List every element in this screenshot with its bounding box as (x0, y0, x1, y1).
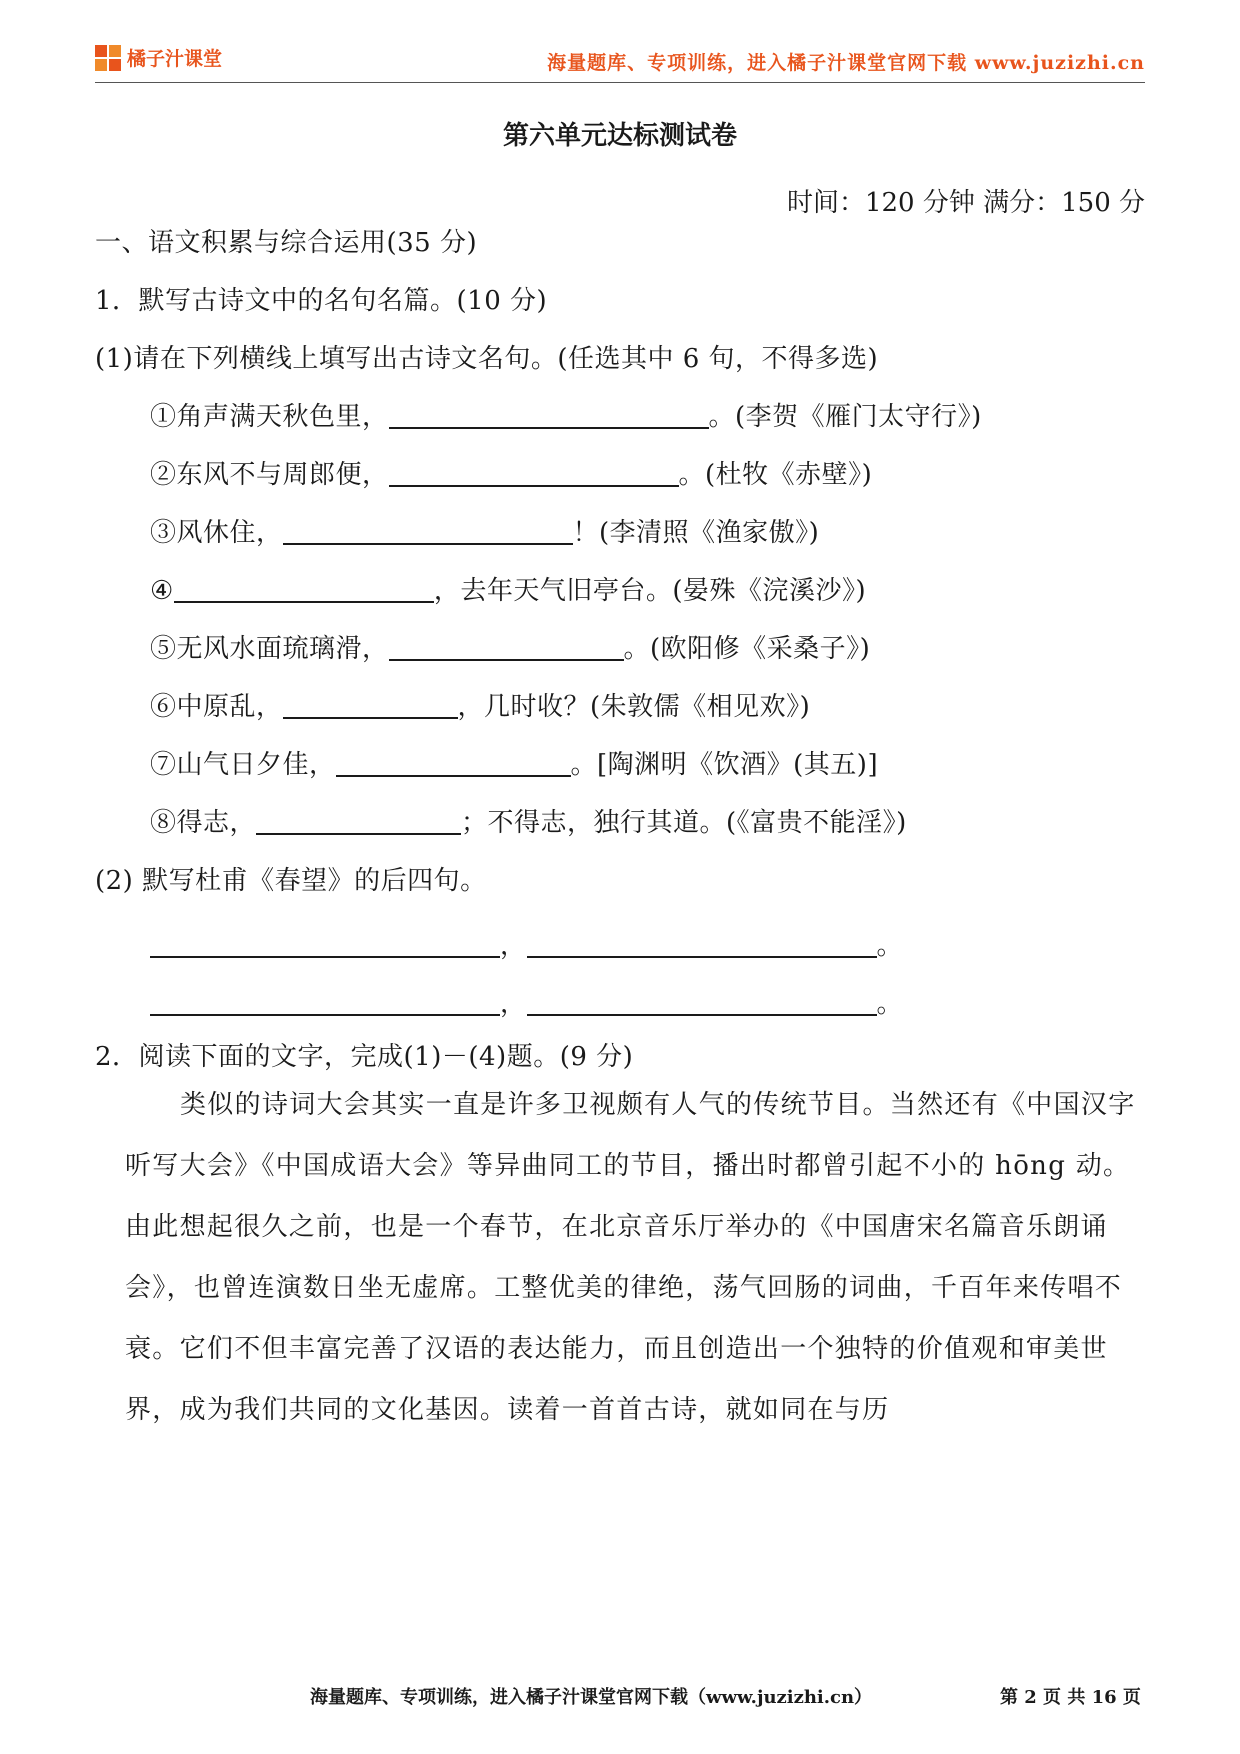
poem-item-prompt: ①角声满天秋色里， (150, 402, 389, 432)
page-header (95, 40, 1145, 83)
poem-item (150, 628, 870, 665)
answer-blank[interactable] (527, 930, 877, 958)
answer-blank[interactable] (389, 633, 624, 661)
reading-passage (125, 1075, 1155, 1441)
punctuation: ， (500, 931, 527, 961)
question-1-sub1: (1)请在下列横线上填写出古诗文名句。(任选其中 6 句，不得多选) (95, 344, 879, 374)
poem-item (150, 570, 866, 607)
poem-item-prompt: ⑥中原乱， (150, 692, 283, 722)
poem-item (150, 454, 872, 491)
poem-item (150, 686, 810, 723)
poem-item-source: 。(杜牧《赤壁》) (678, 460, 873, 490)
poem-item-source: 。(欧阳修《采桑子》) (623, 634, 871, 664)
poem-item (150, 512, 819, 549)
page-number: 第 2 页 共 16 页 (1000, 1687, 1141, 1708)
header-slogan: 海量题库、专项训练，进入橘子汁课堂官网下载 www.juzizhi.cn (547, 52, 1145, 74)
punctuation: 。 (876, 931, 904, 961)
answer-line (150, 983, 903, 1020)
poem-item-prompt: ④ (150, 576, 174, 606)
answer-blank[interactable] (150, 988, 500, 1016)
logo-icon (95, 45, 121, 71)
poem-item-source: ！(李清照《渔家傲》) (572, 518, 820, 548)
poem-item-prompt: ⑦山气日夕佳， (150, 750, 336, 780)
answer-blank[interactable] (527, 988, 877, 1016)
section-heading: 一、语文积累与综合运用(35 分) (95, 228, 478, 258)
answer-blank[interactable] (174, 575, 434, 603)
punctuation: 。 (876, 989, 904, 1019)
answer-blank[interactable] (336, 749, 571, 777)
poem-item-prompt: ③风休住， (150, 518, 283, 548)
poem-item-source: ，去年天气旧亭台。(晏殊《浣溪沙》) (433, 576, 867, 606)
answer-blank[interactable] (283, 517, 573, 545)
poem-item (150, 802, 907, 839)
poem-item-source: ；不得志，独行其道。(《富贵不能淫》) (461, 808, 907, 838)
page-title: 第六单元达标测试卷 (502, 121, 737, 151)
poem-item-source: 。(李贺《雁门太守行》) (708, 402, 982, 432)
answer-blank[interactable] (256, 807, 461, 835)
punctuation: ， (500, 989, 527, 1019)
poem-item-prompt: ②东风不与周郎便， (150, 460, 389, 490)
poem-item (150, 744, 878, 781)
poem-item (150, 396, 982, 433)
answer-line (150, 925, 903, 962)
poem-item-source: ，几时收？(朱敦儒《相见欢》) (457, 692, 811, 722)
answer-blank[interactable] (283, 691, 458, 719)
answer-blank[interactable] (150, 930, 500, 958)
logo-text: 橘子汁课堂 (127, 48, 223, 70)
logo (95, 44, 222, 71)
poem-item-source: 。[陶渊明《饮酒》(其五)] (570, 750, 879, 780)
footer-slogan: 海量题库、专项训练，进入橘子汁课堂官网下载（www.juzizhi.cn） (310, 1687, 873, 1708)
poem-item-prompt: ⑧得志， (150, 808, 257, 838)
passage-text: 类似的诗词大会其实一直是许多卫视颇有人气的传统节目。当然还有《中国汉字听写大会》《中国成语大会》等异曲同工的节目，播出时都曾引起不小的 hōng 动。由此想起很久之前，也是一个春节，在北京音乐厅举办的《中国唐宋名篇音乐朗诵会》，也曾连演数日坐无虚席。工整优美的律绝，荡气回肠的词曲，千百年来传唱不衰。它们不但丰富完善了汉语的表达能力，而且创造出一个独特的价值观和审美世界，成为我们共同的文化基因。读着一首首古诗，就如同在与历 (125, 1090, 1136, 1425)
answer-blank[interactable] (389, 401, 709, 429)
question-2-heading: 2．阅读下面的文字，完成(1)－(4)题。(9 分) (95, 1042, 634, 1072)
answer-blank[interactable] (389, 459, 679, 487)
question-1-sub2: (2) 默写杜甫《春望》的后四句。 (95, 866, 487, 896)
exam-meta: 时间：120 分钟 满分：150 分 (786, 188, 1145, 218)
poem-item-prompt: ⑤无风水面琉璃滑， (150, 634, 389, 664)
question-1-heading: 1．默写古诗文中的名句名篇。(10 分) (95, 286, 548, 316)
